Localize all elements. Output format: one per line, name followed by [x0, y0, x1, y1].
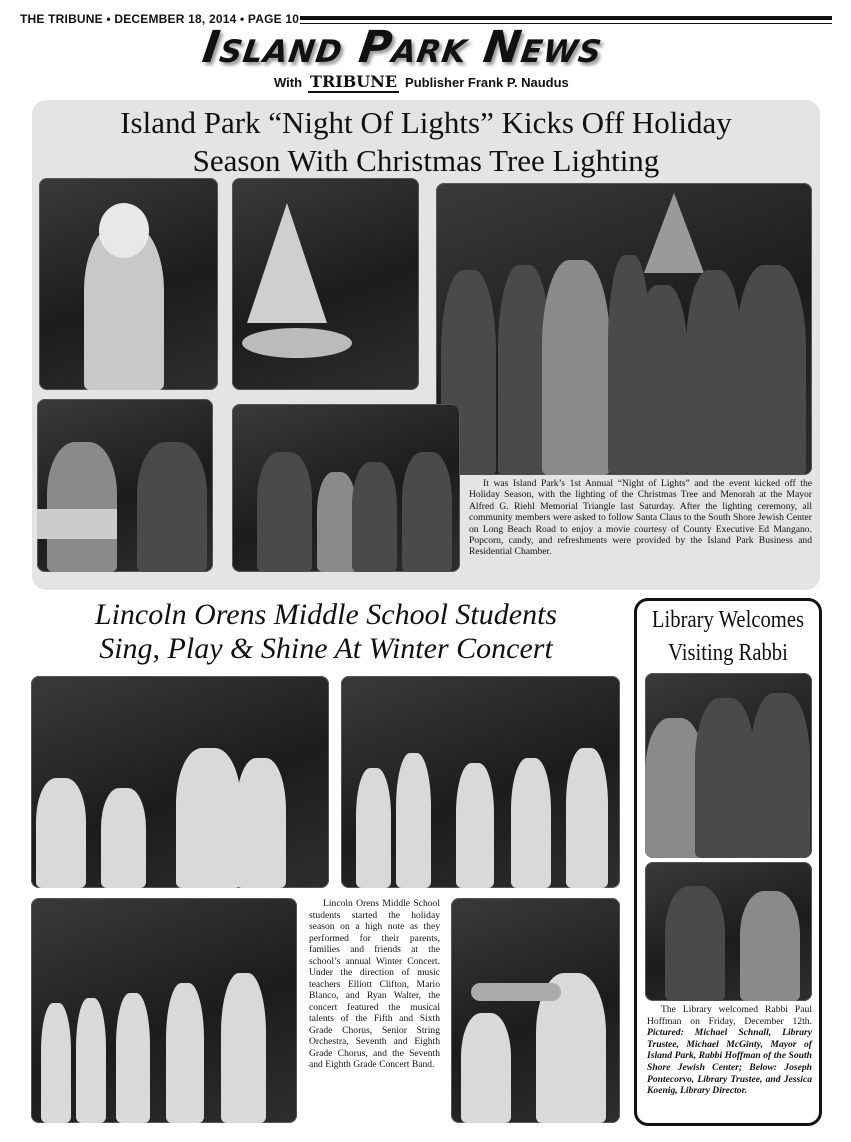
- story3-caption: [647, 1004, 812, 1097]
- chorus2-c: [116, 993, 150, 1123]
- violinist-2: [101, 788, 146, 888]
- story2-body: Lincoln Orens Middle School students started the holiday season on a high note as they performed for their parents, families and friends at the school’s annual Winter Concert. Under the direction of music teachers Elliott Clifton, Mario Blanco, and Ryan Walter, the concert featured the musical talents of the Fifth and Sixth Grade Chorus, Senior String Orchestra, Seventh and Eighth Grade Chorus, and the Seventh and Eighth Grade Concert Band.: [309, 898, 440, 1070]
- masthead: Island Park News: [199, 22, 607, 73]
- chorus2-e: [221, 973, 266, 1123]
- story1-headline-line1: Island Park “Night Of Lights” Kicks Off Holiday: [120, 105, 732, 140]
- singer-a: [356, 768, 391, 888]
- story3-headline-line2: Visiting Rabbi: [668, 640, 788, 666]
- tree-base: [242, 328, 352, 358]
- chorus2-a: [41, 1003, 71, 1123]
- speaker-figure: [47, 442, 117, 572]
- violinist-1: [36, 778, 86, 888]
- chorus2-b: [76, 998, 106, 1123]
- chorus2-d: [166, 983, 204, 1123]
- story3-headline-line1: Library Welcomes: [651, 607, 805, 633]
- photo-orchestra: [31, 676, 329, 888]
- official-6: [686, 270, 742, 475]
- crowd-3: [352, 462, 397, 572]
- photo-band: [451, 898, 620, 1123]
- folio: THE TRIBUNE • DECEMBER 18, 2014 • PAGE 10: [20, 12, 300, 26]
- with-label: With: [274, 75, 303, 90]
- folio-rule: [300, 16, 832, 20]
- singer-c: [456, 763, 494, 888]
- story1-headline: [32, 104, 820, 180]
- crowd-4: [402, 452, 452, 572]
- photo-tree: [232, 178, 419, 390]
- library-man-2: [695, 698, 755, 858]
- crowd-1: [257, 452, 312, 572]
- library-man-4: [665, 886, 725, 1001]
- photo-chorus-2: [31, 898, 297, 1123]
- story3-caption-italic: Pictured: Michael Schnall, Library Trustee, Michael McGinty, Mayor of Island Park, Rabbi Hoffman of the South Shore Jewish Center; Below: Joseph Pontecorvo, Library Trustee, and Jessica Koenig, Library Director.: [647, 1027, 812, 1097]
- officials-tree: [644, 193, 704, 273]
- photo-crowd: [232, 404, 460, 572]
- publisher-label: Publisher Frank P. Naudus: [405, 75, 569, 90]
- singer-b: [396, 753, 431, 888]
- story2-headline: [32, 598, 620, 666]
- singer-d: [511, 758, 551, 888]
- story2-headline-line2: Sing, Play & Shine At Winter Concert: [99, 632, 553, 665]
- podium: [37, 509, 117, 539]
- tribune-logo: TRIBUNE: [310, 72, 398, 91]
- library-man-3: [750, 693, 810, 858]
- violinist-4: [236, 758, 286, 888]
- singer-e: [566, 748, 608, 888]
- santa-head: [99, 203, 149, 258]
- photo-speaker: [37, 399, 213, 572]
- crowd-2: [317, 472, 357, 572]
- story1-headline-line2: Season With Christmas Tree Lighting: [192, 143, 660, 178]
- story2-headline-line1: Lincoln Orens Middle School Students: [94, 598, 558, 631]
- official-5: [636, 285, 688, 475]
- photo-chorus-1: [341, 676, 620, 888]
- trumpet-shape: [471, 983, 561, 1001]
- tree-shape: [247, 203, 327, 323]
- speaker-listener: [137, 442, 207, 572]
- trumpeter-1: [461, 1013, 511, 1123]
- official-3: [542, 260, 610, 475]
- story1-caption: It was Island Park’s 1st Annual “Night of Lights” and the event kicked off the Holiday Season, with the lighting of the Christmas Tree and Menorah at the Mayor Alfred G. Riehl Memorial Triangle last Saturday. After the lighting ceremony, all community members were asked to follow Santa Claus to the South Shore Jewish Center on Long Beach Road to enjoy a movie courtesy of County Executive Ed Mangano. Popcorn, candy, and refreshments were provided by the Island Park Business and Residential Chamber.: [469, 478, 812, 558]
- photo-santa: [39, 178, 218, 390]
- official-7: [736, 265, 806, 475]
- photo-library-2: [645, 862, 812, 1001]
- violinist-3: [176, 748, 241, 888]
- story3-caption-lead: The Library welcomed Rabbi Paul Hoffman on Friday, December 12th.: [647, 1004, 812, 1027]
- photo-officials: [436, 183, 812, 475]
- masthead-subline: [274, 72, 569, 93]
- story3-headline: [647, 604, 809, 670]
- library-woman: [740, 891, 800, 1001]
- photo-library-1: [645, 673, 812, 858]
